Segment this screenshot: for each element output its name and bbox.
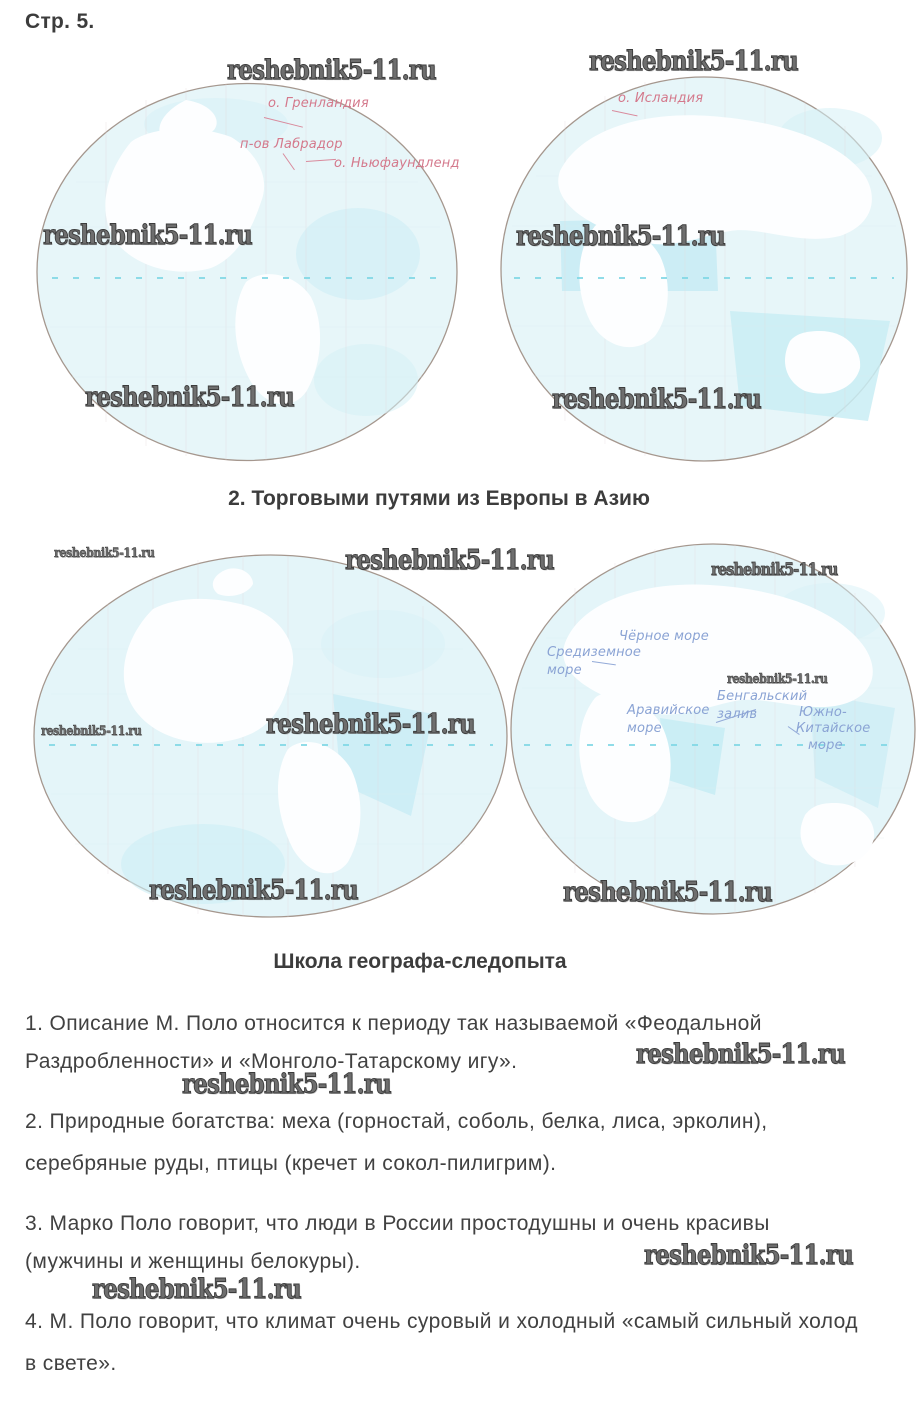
section-heading-trade-routes: 2. Торговыми путями из Европы в Азию (228, 487, 650, 510)
answer-4-line-1: 4. М. Поло говорит, что климат очень суровый и холодный «самый сильный холод (25, 1310, 858, 1333)
map-label-mediterranean-2: море (547, 663, 582, 678)
map-label-south-china-sea-2: Китайское (796, 721, 871, 736)
answer-3-line-1: 3. Марко Поло говорит, что люди в России простодушны и очень красивы (25, 1212, 770, 1235)
map-label-labrador: п-ов Лабрадор (240, 137, 343, 152)
watermark: reshebnik5-11.ru (345, 545, 554, 576)
map-label-arabian-sea: Аравийское (627, 703, 710, 718)
map-label-newfoundland: о. Ньюфаундленд (334, 156, 460, 171)
map-label-south-china-sea: Южно- (799, 705, 847, 720)
watermark: reshebnik5-11.ru (711, 560, 838, 580)
watermark: reshebnik5-11.ru (182, 1069, 391, 1100)
answer-2-line-2: серебряные руды, птицы (кречет и сокол-пилигрим). (25, 1152, 557, 1175)
watermark: reshebnik5-11.ru (85, 382, 294, 413)
watermark: reshebnik5-11.ru (644, 1240, 853, 1271)
watermark: reshebnik5-11.ru (149, 875, 358, 906)
answer-3-line-2: (мужчины и женщины белокуры). (25, 1250, 361, 1273)
watermark: reshebnik5-11.ru (227, 55, 436, 86)
map-label-south-china-sea-3: море (808, 738, 843, 753)
map-label-bengal-bay: Бенгальский (717, 689, 808, 704)
watermark: reshebnik5-11.ru (727, 672, 828, 687)
watermark: reshebnik5-11.ru (266, 709, 475, 740)
watermark: reshebnik5-11.ru (563, 877, 772, 908)
map-label-bengal-bay-2: залив (717, 707, 758, 722)
answer-2-line-1: 2. Природные богатства: меха (горностай, соболь, белка, лиса, эрколин), (25, 1110, 768, 1133)
watermark: reshebnik5-11.ru (43, 220, 252, 251)
watermark: reshebnik5-11.ru (516, 221, 725, 252)
map-label-greenland: о. Гренландия (268, 96, 369, 111)
answer-1-line-1: 1. Описание М. Поло относится к периоду так называемой «Феодальной (25, 1012, 762, 1035)
watermark: reshebnik5-11.ru (41, 724, 142, 739)
map-label-iceland: о. Исландия (618, 91, 704, 106)
watermark: reshebnik5-11.ru (92, 1274, 301, 1305)
watermark: reshebnik5-11.ru (589, 46, 798, 77)
watermark: reshebnik5-11.ru (552, 384, 761, 415)
map-label-mediterranean: Средиземное (547, 645, 642, 660)
map-label-black-sea: Чёрное море (619, 629, 709, 644)
watermark: reshebnik5-11.ru (54, 546, 155, 561)
map-label-arabian-sea-2: море (627, 721, 662, 736)
answer-4-line-2: в свете». (25, 1352, 117, 1375)
answer-1-line-2: Раздробленности» и «Монголо-Татарскому игу». (25, 1050, 518, 1073)
section-heading-school: Школа географа-следопыта (273, 950, 567, 973)
watermark: reshebnik5-11.ru (636, 1039, 845, 1070)
page-title: Стр. 5. (25, 10, 95, 33)
